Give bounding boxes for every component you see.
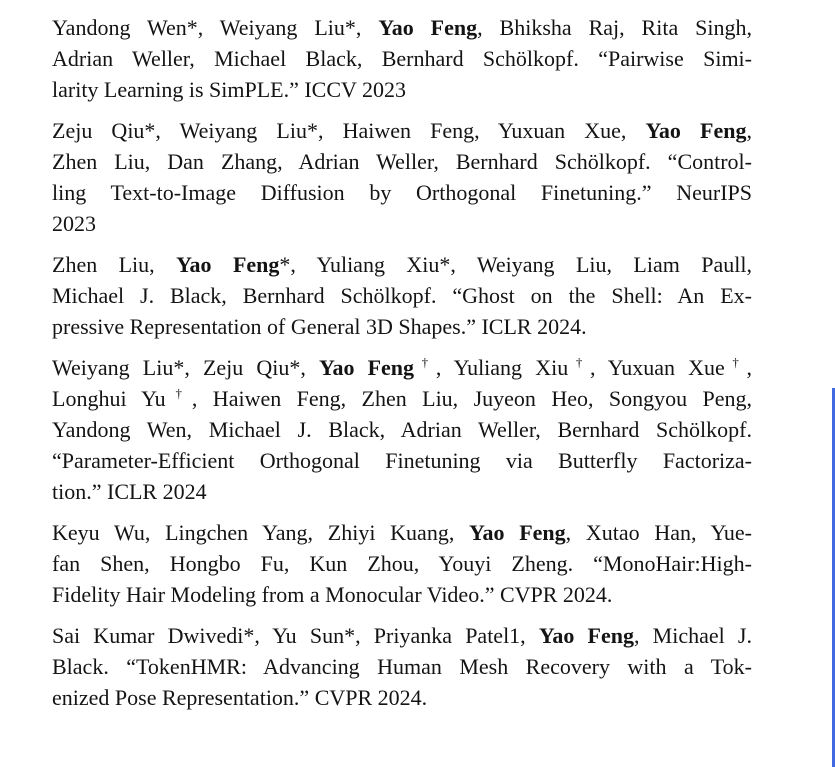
publication-line <box>52 115 752 146</box>
publication-line <box>52 43 752 74</box>
text-run: Adrian Weller, Michael Black, Bernhard Schölkopf. “Pairwise Simi- <box>52 46 752 71</box>
author-highlight: Yao Feng <box>378 15 478 40</box>
publication-entry <box>52 620 752 713</box>
dagger-superscript: † <box>414 354 436 370</box>
publication-entry <box>52 12 752 105</box>
publication-line <box>52 620 752 651</box>
dagger-superscript: † <box>568 354 590 370</box>
text-run: ling Text-to-Image Diffusion by Orthogonal Finetuning.” NeurIPS <box>52 180 752 205</box>
publication-entry <box>52 249 752 342</box>
publication-line <box>52 249 752 280</box>
publication-entry <box>52 115 752 239</box>
publication-line <box>52 476 752 507</box>
publication-line <box>52 517 752 548</box>
text-run: , <box>746 355 753 380</box>
author-highlight: Yao Feng <box>538 623 634 648</box>
text-run: Yandong Wen, Michael J. Black, Adrian Weller, Bernhard Schölkopf. <box>52 417 752 442</box>
author-highlight: Yao Feng <box>645 118 747 143</box>
publication-line <box>52 414 752 445</box>
text-run: , <box>746 118 752 143</box>
text-run: fan Shen, Hongbo Fu, Kun Zhou, Youyi Zheng. “MonoHair:High- <box>52 551 752 576</box>
publication-line <box>52 682 752 713</box>
text-run: Fidelity Hair Modeling from a Monocular Video.” CVPR 2024. <box>52 582 613 607</box>
text-run: Weiyang Liu*, Zeju Qiu*, <box>52 355 320 380</box>
publication-line <box>52 445 752 476</box>
publication-entry <box>52 352 752 507</box>
publication-line <box>52 383 752 414</box>
publication-list <box>52 12 752 723</box>
publication-entry <box>52 517 752 610</box>
publication-line <box>52 280 752 311</box>
text-run: Zhen Liu, <box>52 252 177 277</box>
text-run: Zhen Liu, Dan Zhang, Adrian Weller, Bernhard Schölkopf. “Control- <box>52 149 752 174</box>
text-run: , Bhiksha Raj, Rita Singh, <box>477 15 752 40</box>
publication-line <box>52 177 752 208</box>
text-run: , Yuliang Xiu <box>435 355 569 380</box>
author-highlight: Yao Feng <box>469 520 566 545</box>
text-run: Zeju Qiu*, Weiyang Liu*, Haiwen Feng, Yuxuan Xue, <box>52 118 646 143</box>
publication-line <box>52 12 752 43</box>
dagger-superscript: † <box>165 385 192 401</box>
text-run: pressive Representation of General 3D Shapes.” ICLR 2024. <box>52 314 587 339</box>
publication-line <box>52 548 752 579</box>
text-run: Black. “TokenHMR: Advancing Human Mesh Recovery with a Tok- <box>52 654 752 679</box>
text-run: Michael J. Black, Bernhard Schölkopf. “Ghost on the Shell: An Ex- <box>52 283 752 308</box>
publication-line <box>52 651 752 682</box>
author-highlight: Yao Feng <box>319 355 415 380</box>
text-run: Yandong Wen*, Weiyang Liu*, <box>52 15 379 40</box>
text-run: enized Pose Representation.” CVPR 2024. <box>52 685 428 710</box>
text-run: 2023 <box>52 211 96 236</box>
text-run: Keyu Wu, Lingchen Yang, Zhiyi Kuang, <box>52 520 470 545</box>
text-run: “Parameter-Efficient Orthogonal Finetuning via Butterfly Factoriza- <box>52 448 752 473</box>
publication-line <box>52 579 752 610</box>
publication-line <box>52 146 752 177</box>
text-run: Sai Kumar Dwivedi*, Yu Sun*, Priyanka Patel1, <box>52 623 539 648</box>
text-run: Longhui Yu <box>52 386 166 411</box>
author-highlight: Yao Feng <box>176 252 280 277</box>
text-run: , Michael J. <box>633 623 752 648</box>
publication-line <box>52 311 752 342</box>
text-run: , Yuxuan Xue <box>589 355 725 380</box>
text-run: , Haiwen Feng, Zhen Liu, Juyeon Heo, Songyou Peng, <box>191 386 753 411</box>
dagger-superscript: † <box>724 354 747 370</box>
text-run: larity Learning is SimPLE.” ICCV 2023 <box>52 77 407 102</box>
publication-line <box>52 74 752 105</box>
text-run: tion.” ICLR 2024 <box>52 479 207 504</box>
publication-line <box>52 352 752 383</box>
publication-line <box>52 208 752 239</box>
text-run: *, Yuliang Xiu*, Weiyang Liu, Liam Paull, <box>279 252 752 277</box>
text-run: , Xutao Han, Yue- <box>565 520 753 545</box>
